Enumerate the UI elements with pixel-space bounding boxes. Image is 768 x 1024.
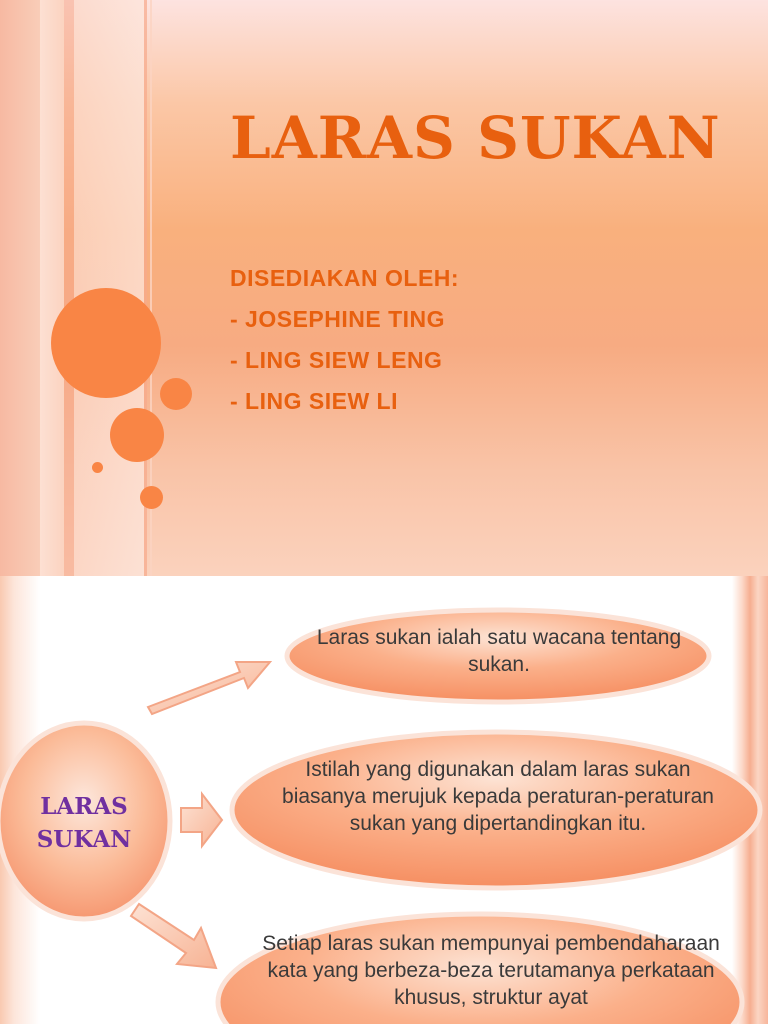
credits-list (230, 258, 459, 422)
prepared-by-label: DISEDIAKAN OLEH: (230, 265, 460, 291)
decor-stripe (64, 0, 74, 576)
member-name: - JOSEPHINE TING (230, 306, 446, 332)
point-text: Setiap laras sukan mempunyai pembendaharaan kata yang berbeza-beza terutamanya perkataan khusus, struktur ayat (262, 932, 720, 1009)
decor-circle-medium (110, 408, 164, 462)
arrow-icon (181, 794, 222, 846)
slide-title: LARAS SUKAN (230, 104, 721, 172)
decor-stripe (40, 0, 64, 576)
decor-circle-tiny (92, 462, 103, 473)
hub-label (16, 790, 152, 856)
point-text: Laras sukan ialah satu wacana tentang sukan. (316, 626, 682, 676)
decor-circle-small (160, 378, 192, 410)
point-text: Istilah yang digunakan dalam laras sukan biasanya merujuk kepada peraturan-peraturan sukan yang dipertandingkan itu. (282, 758, 714, 835)
decor-stripe (0, 0, 40, 576)
arrow-icon (148, 662, 270, 714)
concept-slide (0, 576, 768, 1024)
member-name: - LING SIEW LI (230, 388, 398, 414)
decor-circle-large (51, 288, 161, 398)
member-name: - LING SIEW LENG (230, 347, 443, 373)
hub-label-line: SUKAN (36, 826, 132, 853)
decor-circle-small (140, 486, 163, 509)
hub-label-line: LARAS (40, 793, 128, 820)
arrow-icon (131, 904, 216, 968)
